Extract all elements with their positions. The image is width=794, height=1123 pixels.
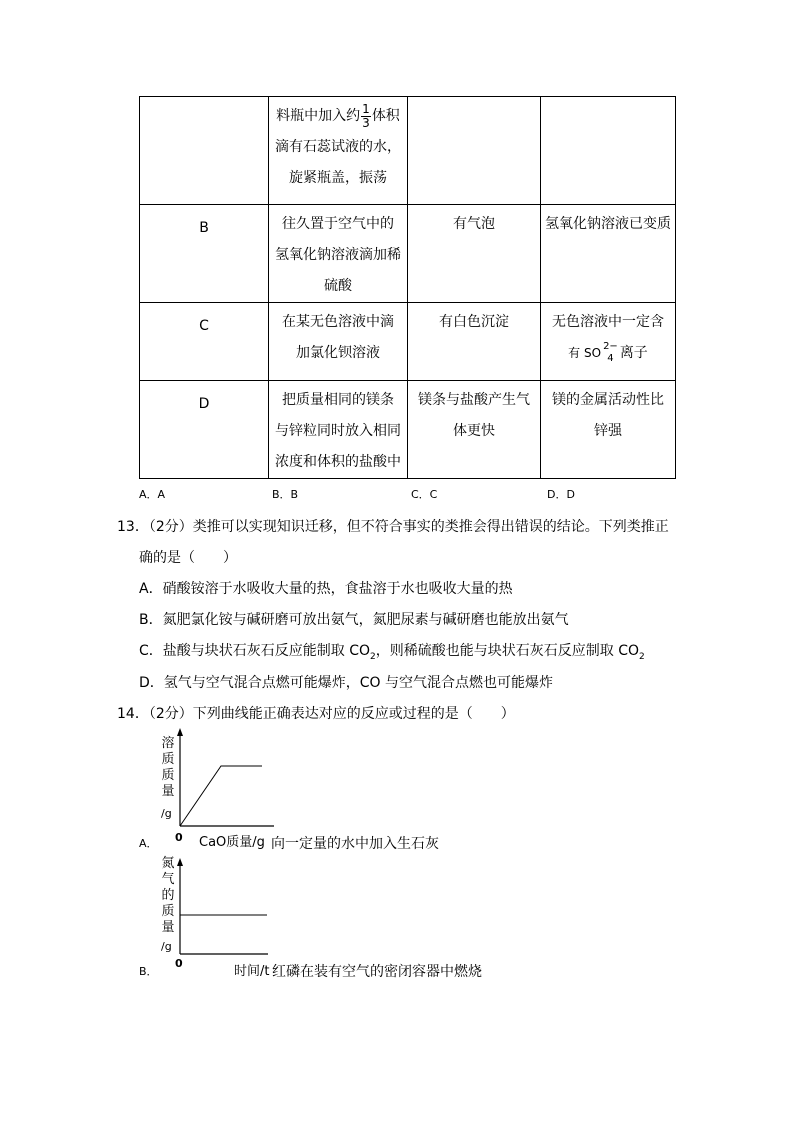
conclusion-text: 离子 — [619, 345, 648, 361]
phenomenon-text: 镁条与盐酸产生气 — [418, 392, 530, 408]
operation-text: 浓度和体积的盐酸中 — [275, 454, 401, 470]
phenomenon-cell — [408, 97, 541, 205]
operation-text: 体积 — [371, 108, 400, 124]
conclusion-cell — [541, 97, 676, 205]
graph-b-xlabel: 时间/t — [234, 964, 270, 979]
operation-text: 往久置于空气中的 — [282, 216, 394, 232]
y-axis-arrow — [177, 858, 183, 866]
ion-charge: 2− 4 — [603, 341, 618, 364]
phenomenon-text: 有气泡 — [453, 216, 495, 232]
graph-a-option[interactable]: A． — [139, 837, 158, 850]
operation-text: 料瓶中加入约 — [276, 108, 361, 124]
graph-b-yunit: /g — [161, 940, 172, 953]
fraction: $\frac{1}{3}$ — [362, 101, 370, 130]
table-row — [140, 97, 676, 205]
operation-text: 与锌粒同时放入相同 — [275, 423, 401, 439]
operation-text: 硫酸 — [324, 278, 352, 294]
graph-b-ylabel: 氮 气 的 质 量 — [161, 856, 175, 935]
graph-a-caption: 向一定量的水中加入生石灰 — [271, 836, 439, 852]
experiment-table — [139, 96, 676, 479]
graph-b-caption: 红磷在装有空气的密闭容器中燃烧 — [272, 964, 482, 980]
row-label: C — [140, 303, 269, 381]
conclusion-cell — [541, 303, 676, 381]
operation-cell — [269, 97, 408, 205]
q13-option-d[interactable]: D．氢气与空气混合点燃可能爆炸，CO 与空气混合点燃也可能爆炸 — [139, 675, 554, 691]
label-cell — [140, 97, 269, 205]
operation-cell — [269, 303, 408, 381]
row-label: D — [140, 381, 269, 479]
operation-cell — [269, 205, 408, 303]
y-axis-arrow — [177, 728, 183, 736]
operation-text: 氢氧化钠溶液滴加稀 — [275, 247, 401, 263]
graph-a-ylabel: 溶 质 质 量 — [161, 736, 175, 799]
option-c[interactable]: C．C — [411, 488, 438, 501]
q13-option-a[interactable]: A．硝酸铵溶于水吸收大量的热，食盐溶于水也吸收大量的热 — [139, 581, 513, 597]
phenomenon-text: 有白色沉淀 — [439, 314, 509, 330]
operation-text: 旋紧瓶盖，振荡 — [289, 170, 387, 186]
graph-a-xlabel: CaO质量/g — [199, 835, 265, 850]
phenomenon-cell — [408, 205, 541, 303]
conclusion-text: 锌强 — [594, 423, 622, 439]
table-row — [140, 205, 676, 303]
operation-text: 把质量相同的镁条 — [282, 392, 394, 408]
option-d[interactable]: D．D — [547, 488, 575, 501]
phenomenon-cell — [408, 381, 541, 479]
conclusion-text: 镁的金属活动性比 — [552, 392, 664, 408]
graph-a-origin: 0 — [175, 831, 183, 844]
conclusion-cell — [541, 205, 676, 303]
graph-b-origin: 0 — [175, 957, 183, 970]
operation-text: 滴有石蕊试液的水， — [275, 139, 401, 155]
q13-option-b[interactable]: B．氮肥氯化铵与碱研磨可放出氨气，氮肥尿素与碱研磨也能放出氨气 — [139, 612, 569, 628]
phenomenon-cell — [408, 303, 541, 381]
option-b[interactable]: B．B — [272, 488, 299, 501]
conclusion-text: 无色溶液中一定含 — [552, 314, 664, 330]
option-a[interactable]: A．A — [139, 488, 166, 501]
row-label: B — [140, 205, 269, 303]
q13-option-c[interactable]: C．盐酸与块状石灰石反应能制取 $CO_2$，则稀硫酸也能与块状石灰石反应制取 $CO_2$ — [139, 643, 645, 662]
operation-text: 在某无色溶液中滴 — [282, 314, 394, 330]
graph-a-plot — [176, 728, 276, 830]
q13-stem: 13．（2分）类推可以实现知识迁移，但不符合事实的类推会得出错误的结论。下列类推正 — [117, 519, 669, 535]
graph-b-option[interactable]: B． — [139, 965, 158, 978]
operation-cell — [269, 381, 408, 479]
graph-b-plot — [176, 858, 270, 958]
table-row — [140, 381, 676, 479]
conclusion-cell — [541, 381, 676, 479]
phenomenon-text: 体更快 — [453, 423, 495, 439]
conclusion-text: 有 SO — [568, 346, 602, 360]
operation-text: 加氯化钡溶液 — [296, 345, 380, 361]
graph-a-yunit: /g — [161, 807, 172, 820]
graph-a-curve — [180, 766, 262, 826]
q13-stem-cont: 确的是（ ） — [139, 550, 237, 566]
q14-stem: 14．（2分）下列曲线能正确表达对应的反应或过程的是（ ） — [117, 706, 515, 722]
table-row — [140, 303, 676, 381]
conclusion-text: 氢氧化钠溶液已变质 — [545, 216, 671, 232]
